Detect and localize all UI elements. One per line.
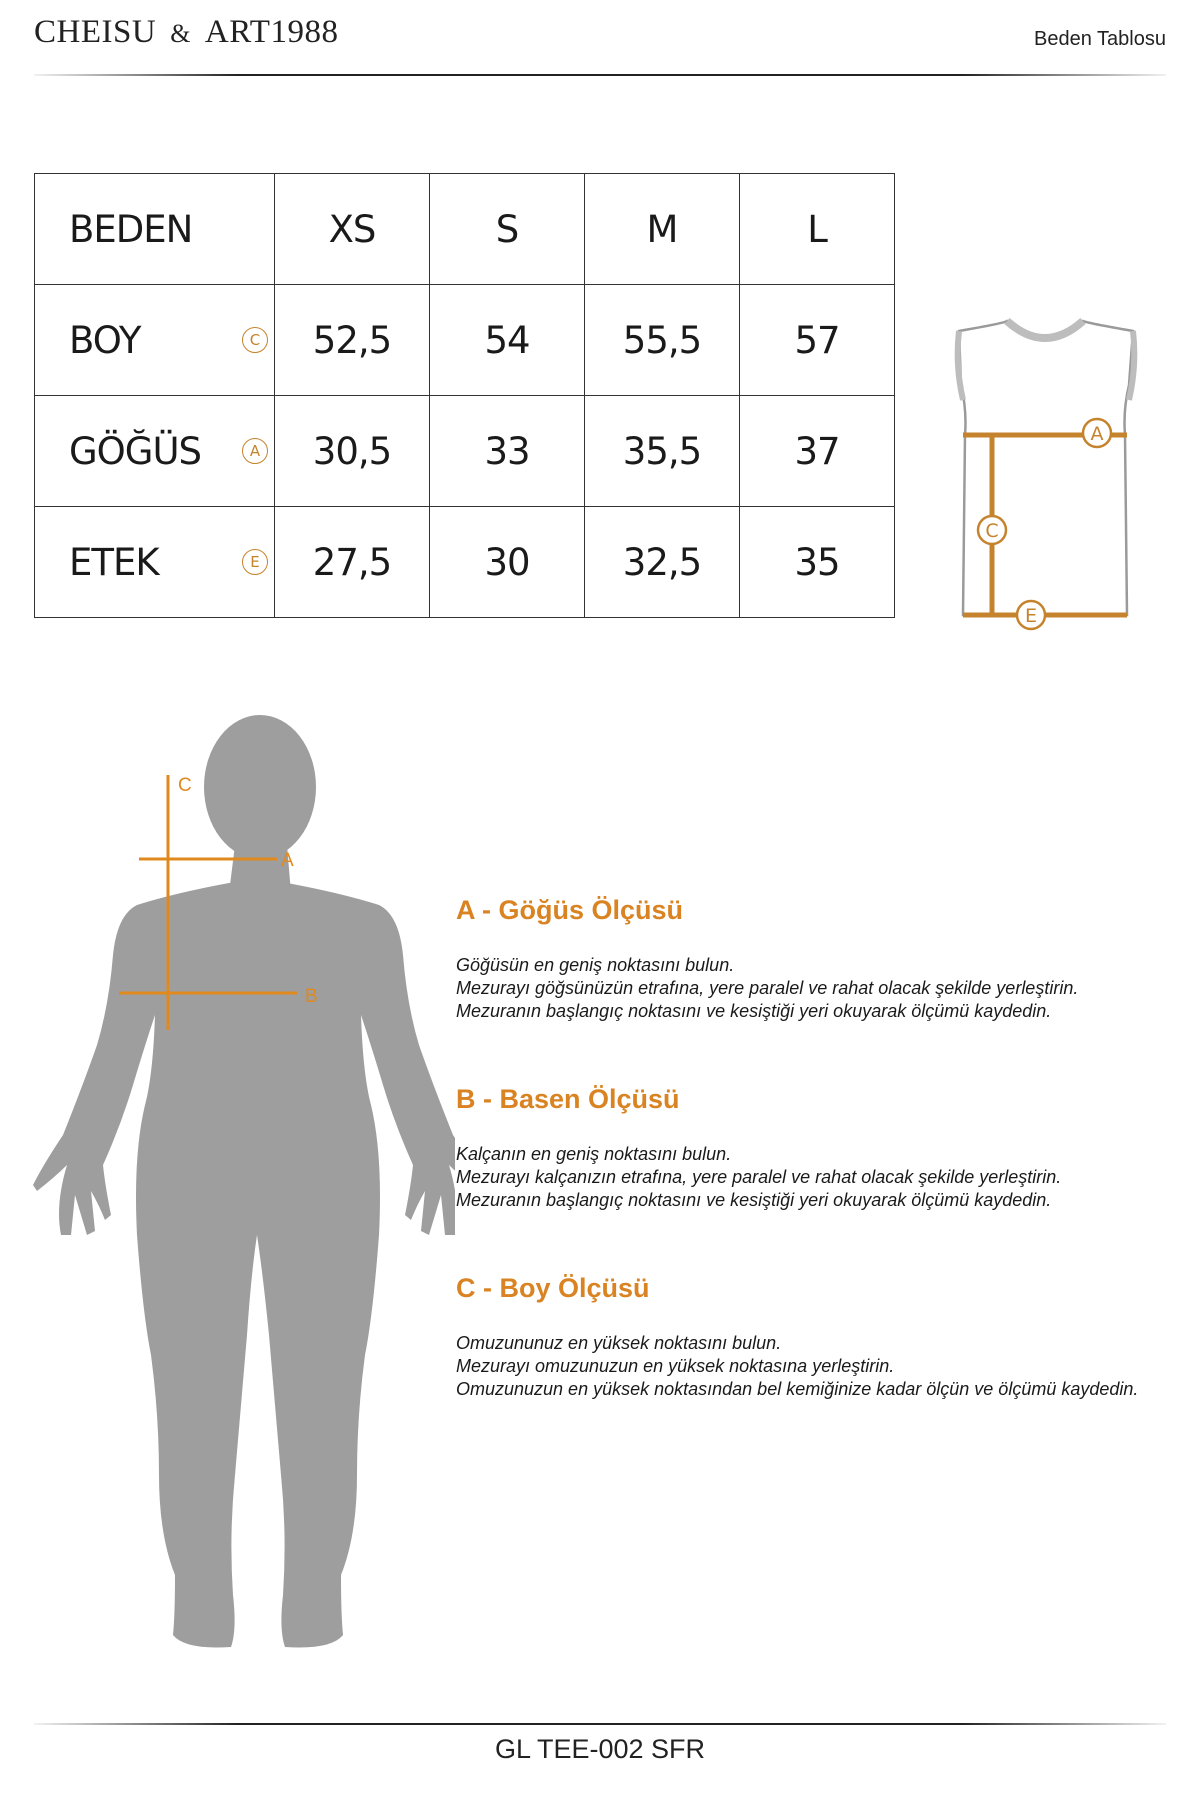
- section-line: Mezurayı göğsünüzün etrafına, yere paralel ve rahat olacak şekilde yerleştirin.: [456, 978, 1079, 998]
- table-cell: 55,5: [585, 285, 740, 396]
- section-line: Mezurayı omuzunuzun en yüksek noktasına yerleştirin.: [456, 1356, 895, 1376]
- table-cell: 52,5: [275, 285, 430, 396]
- brand-name-right: ART1988: [204, 14, 339, 50]
- svg-text:C: C: [985, 520, 999, 542]
- brand-name-left: CHEISU: [34, 14, 157, 50]
- row-label-text: ETEK: [69, 540, 159, 584]
- brand-ampersand: &: [170, 19, 191, 48]
- section-line: Kalçanın en geniş noktasını bulun.: [456, 1144, 732, 1164]
- marker-badge-e: E: [242, 549, 268, 575]
- footer-divider: [34, 1723, 1166, 1725]
- table-row: [35, 285, 895, 396]
- marker-badge-a: A: [242, 438, 268, 464]
- table-cell: 33: [430, 396, 585, 507]
- table-cell: 27,5: [275, 507, 430, 618]
- section-height: [456, 1273, 1176, 1401]
- section-line: Mezurayı kalçanızın etrafına, yere paralel ve rahat olacak şekilde yerleştirin.: [456, 1167, 1062, 1187]
- body-silhouette: [33, 715, 455, 1648]
- table-cell: 37: [740, 396, 895, 507]
- section-title: A - Göğüs Ölçüsü: [456, 895, 684, 925]
- table-cell: 30: [430, 507, 585, 618]
- header-divider: [34, 74, 1166, 76]
- figure-label-c: C: [178, 775, 192, 796]
- size-header-s: S: [430, 174, 585, 285]
- section-title: C - Boy Ölçüsü: [456, 1273, 650, 1303]
- tank-top-diagram: [945, 315, 1145, 635]
- product-code: GL TEE-002 SFR: [494, 1734, 706, 1764]
- table-row: [35, 396, 895, 507]
- section-line: Göğüsün en geniş noktasını bulun.: [456, 955, 735, 975]
- section-line: Omuzununuz en yüksek noktasını bulun.: [456, 1333, 782, 1353]
- marker-c-icon: [978, 516, 1006, 544]
- section-title: B - Basen Ölçüsü: [456, 1084, 680, 1114]
- svg-text:A: A: [1090, 423, 1104, 445]
- table-cell: 35,5: [585, 396, 740, 507]
- row-label-text: GÖĞÜS: [69, 429, 202, 473]
- size-table-header-row: [35, 174, 895, 285]
- marker-badge-c: C: [242, 327, 268, 353]
- row-label-text: BOY: [69, 318, 141, 362]
- body-silhouette-figure: [25, 715, 455, 1665]
- page-title: Beden Tablosu: [1034, 28, 1166, 50]
- table-cell: 54: [430, 285, 585, 396]
- size-header-xs: XS: [275, 174, 430, 285]
- row-label-boy: [35, 285, 275, 396]
- size-table: [34, 173, 895, 618]
- svg-text:E: E: [1024, 605, 1038, 627]
- shirt-outline: [959, 321, 1133, 615]
- section-line: Mezuranın başlangıç noktasını ve kesiştiği yeri okuyarak ölçümü kaydedin.: [456, 1001, 1052, 1021]
- size-header-m: M: [585, 174, 740, 285]
- size-header-l: L: [740, 174, 895, 285]
- marker-e-icon: [1017, 601, 1045, 629]
- table-cell: 32,5: [585, 507, 740, 618]
- figure-label-a: A: [281, 850, 294, 871]
- section-hip: [456, 1084, 1176, 1212]
- table-cell: 30,5: [275, 396, 430, 507]
- figure-label-b: B: [305, 986, 318, 1007]
- section-chest: [456, 895, 1176, 1023]
- table-row: [35, 507, 895, 618]
- row-label-gogus: [35, 396, 275, 507]
- brand-logo: [34, 14, 338, 51]
- row-label-etek: [35, 507, 275, 618]
- size-header-label: BEDEN: [35, 174, 275, 285]
- table-cell: 35: [740, 507, 895, 618]
- section-line: Omuzunuzun en yüksek noktasından bel kemiğinize kadar ölçün ve ölçümü kaydedin.: [456, 1379, 1139, 1399]
- table-cell: 57: [740, 285, 895, 396]
- section-line: Mezuranın başlangıç noktasını ve kesiştiği yeri okuyarak ölçümü kaydedin.: [456, 1190, 1052, 1210]
- marker-a-icon: [1083, 419, 1111, 447]
